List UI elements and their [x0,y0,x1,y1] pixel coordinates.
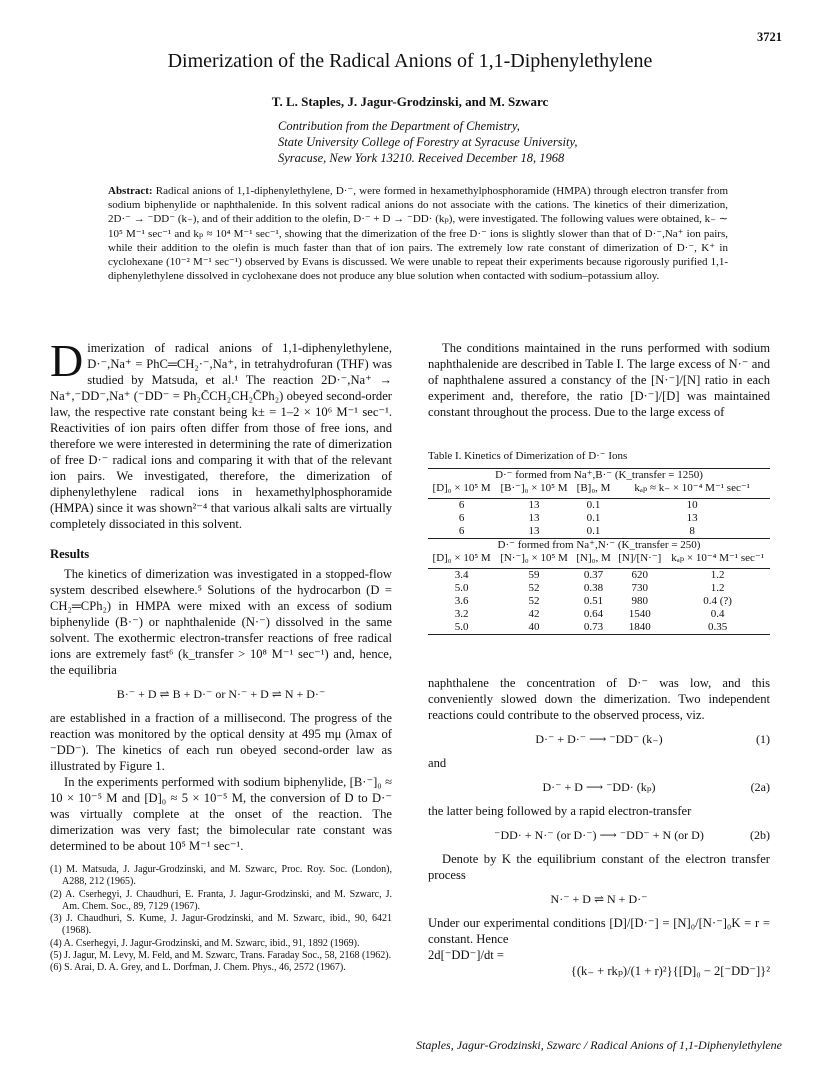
body-paragraph: Under our experimental conditions [D]/[D·⁻] = [N]₀/[N·⁻]₀K = r = constant. Hence [428,916,770,946]
table-cell: 1.2 [710,569,725,581]
affiliation-line: State University College of Forestry at Syracuse University, [278,135,578,149]
table-row [428,608,770,621]
table-cell: 0.4 [710,608,725,620]
table-cell: 13 [528,499,540,511]
table-cell: 13 [528,512,540,524]
reference-item: (5) J. Jagur, M. Levy, M. Feld, and M. Szwarc, Trans. Faraday Soc., 58, 2168 (1962). [50,950,392,962]
affiliation-line: Syracuse, New York 13210. Received December 18, 1968 [278,151,565,165]
table-row [428,621,770,635]
table-cell: 0.37 [583,569,604,581]
reference-item: (1) M. Matsuda, J. Jagur-Grodzinski, and M. Szwarc, Proc. Roy. Soc. (London), A288, 212 (1965). [50,864,392,888]
intro-text: imerization of radical anions of 1,1-diphenylethylene, D·⁻,Na⁺ = PhC═CH₂·⁻,Na⁺, in tetrahydrofuran (THF) was studied by Matsuda, et al.¹ The reaction 2D·⁻,Na⁺ → Na⁺,⁻DD⁻,Na⁺ (⁻DD⁻ = Ph₂C̄CH₂CH₂C̄Ph₂) obeyed second-order law, the respective rate constant being k± = 1–2 × 10⁶ M⁻¹ sec⁻¹. Reactivities of ion pairs often differ from those of free ions, and therefore we were interested in determining the rate of dimerization of free D·⁻ radical ions and comparing it with that of the relevant ion pairs. We investigated, therefore, the dimerization of diphenylethylene radical ions in hexamethylphosphoramide (HMPA) since it was shown²⁻⁴ that various alkali salts are virtually completely dissociated in this solvent. [50,341,392,531]
equation-4-rhs: {(k₋ + rkₚ)/(1 + r)²}{[D]₀ − 2[⁻DD⁻]}² [570,964,770,978]
table-header: [B·⁻]₀ × 10⁵ M [500,482,568,494]
equilibria-equation: B·⁻ + D ⇌ B + D·⁻ or N·⁻ + D ⇌ N + D·⁻ [116,687,326,701]
article-title: Dimerization of the Radical Anions of 1,1-Diphenylethylene [167,50,653,72]
equation-text: ⁻DD· + N·⁻ (or D·⁻) ⟶ ⁻DD⁻ + N (or D) [494,828,704,842]
table-cell: 10 [686,499,698,511]
table-section-title: D·⁻ formed from Na⁺,N·⁻ (K_transfer = 250) [497,539,701,551]
reference-item: (3) J. Chaudhuri, S. Kume, J. Jagur-Grodzinski, and M. Szwarc, ibid., 90, 6421 (1968). [50,913,392,937]
equation-4-lhs: 2d[⁻DD⁻]/dt = [428,948,505,962]
equation-1 [428,731,770,747]
table-cell: 0.64 [583,608,604,620]
equation-2b [428,827,770,843]
body-paragraph: Denote by K the equilibrium constant of the electron transfer process [428,852,770,882]
author-list: T. L. Staples, J. Jagur-Grodzinski, and M. Szwarc [271,94,549,109]
reference-item: (2) A. Cserhegyi, J. Chaudhuri, E. Franta, J. Jagur-Grodzinski, and M. Szwarc, J. Am. Chem. Soc., 89, 7129 (1967). [50,888,392,912]
table-cell: 6 [458,512,465,524]
table-header: [N·⁻]₀ × 10⁵ M [500,552,568,564]
table-header: [N]/[N·⁻] [618,552,662,564]
body-paragraph: The conditions maintained in the runs performed with sodium naphthalenide are described in Table I. The large excess of N·⁻ and of naphthalene assured a constancy of the [N·⁻]/[N] ratio in each experiment and, therefore, the ratio [D·⁻]/[D] was maintained constant throughout the process. Due to the large excess of [428,341,770,419]
table-cell: 59 [528,569,540,581]
results-heading: Results [50,547,90,561]
table-cell: 5.0 [454,582,469,594]
table-header: [D]₀ × 10⁵ M [432,552,491,564]
running-footer: Staples, Jagur-Grodzinski, Szwarc / Radical Anions of 1,1-Diphenylethylene [416,1038,782,1052]
right-column [428,340,770,979]
table-cell: 620 [631,569,649,581]
results-paragraph: The kinetics of dimerization was investigated in a stopped-flow system described elsewhere.⁵ Solutions of the hydrocarbon (D = CH₂═CPh₂) in HMPA were mixed with an excess of sodium biphenylide (B·⁻) or naphthalenide (N·⁻) dissolved in the same solvent. The exothermic electron-transfer reactions of free radical ions are extremely fast⁶ (k_transfer > 10⁸ M⁻¹ sec⁻¹) and, hence, the equilibria [50,567,392,677]
kinetics-table [428,468,770,635]
equation-3: N·⁻ + D ⇌ N + D·⁻ [550,892,648,906]
affiliation [278,118,698,166]
table-cell: 13 [686,512,698,524]
table-cell: 1.2 [710,582,725,594]
table-cell: 42 [528,608,540,620]
table-cell: 1540 [628,608,651,620]
table-cell: 1840 [628,621,651,633]
table-cell: 0.51 [583,595,604,607]
table-cell: 8 [689,525,695,537]
conjunction: and [428,756,447,770]
body-paragraph: the latter being followed by a rapid electron-transfer [428,804,692,818]
intro-paragraph [50,335,392,532]
results-paragraph: are established in a fraction of a millisecond. The progress of the reaction was monitored by the optical density at 495 mμ (λmax of ⁻DD⁻). The kinetics of each run obeyed second-order law as illustrated by Figure 1. [50,711,392,773]
results-paragraph: In the experiments performed with sodium biphenylide, [B·⁻]₀ ≈ 10 × 10⁻⁵ M and [D]₀ ≈ 5 × 10⁻⁵ M, the conversion of D to D·⁻ was virtually complete at the onset of the reaction. The dimerization was very fast; the bimolecular rate constant was determined to be about 10⁵ M⁻¹ sec⁻¹. [50,775,392,853]
table-row [428,499,770,513]
table-row [428,595,770,608]
table-cell: 13 [528,525,540,537]
table-cell: 52 [528,582,540,594]
equation-number: (2a) [750,780,770,794]
table-cell: 3.6 [454,595,469,607]
table-header: [B]₀, M [576,482,611,494]
table-cell: 0.38 [583,582,604,594]
table-header: [N]₀, M [576,552,611,564]
table-cell: 0.1 [586,499,601,511]
table-cell: 3.4 [454,569,469,581]
table-section-title: D·⁻ formed from Na⁺,B·⁻ (K_transfer = 1250) [495,469,703,481]
table-header: kₐₚ × 10⁻⁴ M⁻¹ sec⁻¹ [671,552,765,564]
drop-cap: D [50,335,84,386]
abstract-label: Abstract: [108,185,153,197]
table-row [428,582,770,595]
table-caption: Table I. Kinetics of Dimerization of D·⁻ Ions [428,450,628,462]
table-cell: 0.1 [586,525,601,537]
affiliation-line: Contribution from the Department of Chemistry, [278,119,520,133]
page-number: 3721 [757,30,782,44]
table-header: [D]₀ × 10⁵ M [432,482,491,494]
body-paragraph: naphthalene the concentration of D·⁻ was low, and this conveniently slowed down the dimerization. Two independent reactions could contribute to the observed process, viz. [428,676,770,722]
references [50,864,392,975]
equation-text: D·⁻ + D ⟶ ⁻DD· (kₚ) [542,780,656,794]
table-cell: 0.4 (?) [703,595,732,607]
left-column [50,335,392,975]
table-cell: 0.73 [583,621,604,633]
reference-item: (4) A. Cserhegyi, J. Jagur-Grodzinski, and M. Szwarc, ibid., 91, 1892 (1969). [50,937,360,949]
table-header: kₐₚ ≈ k₋ × 10⁻⁴ M⁻¹ sec⁻¹ [634,482,750,494]
table-cell: 980 [631,595,649,607]
table-row [428,525,770,539]
abstract-text: Radical anions of 1,1-diphenylethylene, D·⁻, were formed in hexamethylphosphoramide (HMPA) through electron transfer from sodium biphenylide or naphthalenide. In this solvent radical anions do not associate with the cations. The kinetics of their dimerization, 2D·⁻ → ⁻DD⁻ (k₋), and of their addition to the olefin, D·⁻ + D → ⁻DD· (kₚ), were investigated. The following values were obtained, k₋ ∼ 10⁵ M⁻¹ sec⁻¹ and kₚ ≈ 10⁴ M⁻¹ sec⁻¹, showing that the dimerization of the free D·⁻ ions is slightly slower than that of D·⁻,Na⁺ ion pairs, while their addition to the olefin is much faster than that of ion pairs. The extremely low rate constant of dimerization of D·⁻, K⁺ in cyclohexane (10⁻² M⁻¹ sec⁻¹) observed by Evans is discussed. We were unable to repeat their experiments because rigorously purified 1,1-diphenylethylene dissolved in cyclohexane does not produce any blue solution when contacted with sodium–potassium alloy. [108,185,729,283]
equation-2a [428,779,770,795]
abstract [108,184,728,283]
equation-number: (1) [756,732,770,746]
table-row [428,512,770,525]
table-cell: 40 [528,621,540,633]
reference-item: (6) S. Arai, D. A. Grey, and L. Dorfman, J. Chem. Phys., 46, 2572 (1967). [50,962,346,974]
table-row [428,569,770,583]
table-cell: 730 [631,582,649,594]
table-cell: 0.35 [707,621,728,633]
table-cell: 52 [528,595,540,607]
table-cell: 6 [458,499,465,511]
table-cell: 5.0 [454,621,469,633]
equation-text: D·⁻ + D·⁻ ⟶ ⁻DD⁻ (k₋) [535,732,663,746]
table-cell: 3.2 [454,608,469,620]
equation-number: (2b) [750,828,770,842]
table-cell: 0.1 [586,512,601,524]
table-cell: 6 [458,525,465,537]
